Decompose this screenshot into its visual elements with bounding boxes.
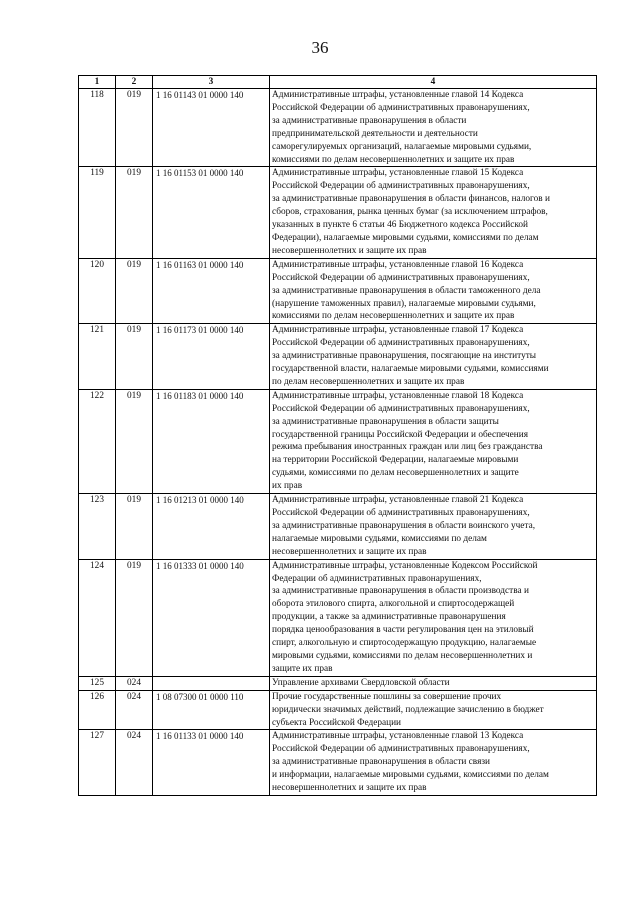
description-line: оборота этилового спирта, алкогольной и спиртосодержащей [272, 599, 515, 610]
description-line: Российской Федерации об административных правонарушениях, [272, 338, 530, 349]
description-line: Административные штрафы, установленные главой 17 Кодекса [272, 325, 524, 336]
admin-code-cell: 019 [116, 389, 153, 493]
description-line: юридически значимых действий, подлежащие зачислению в бюджет [272, 704, 544, 715]
description-line: государственной власти, налагаемые мировыми судьями, комиссиями [272, 364, 549, 375]
admin-code-cell: 024 [116, 690, 153, 730]
revenue-code-cell: 1 16 01143 01 0000 140 [153, 89, 270, 167]
row-number-cell: 125 [79, 676, 116, 690]
description-line: Административные штрафы, установленные главой 16 Кодекса [272, 259, 524, 270]
table-row [79, 258, 597, 324]
table-row [79, 559, 597, 676]
description-cell [270, 494, 597, 560]
revenue-codes-table [78, 75, 597, 796]
description-line: мировыми судьями, комиссиями по делам несовершеннолетних и [272, 650, 533, 661]
row-number-cell: 121 [79, 324, 116, 390]
revenue-code-cell: 1 16 01133 01 0000 140 [153, 730, 270, 796]
description-line: предпринимательской деятельности и деятельности [272, 128, 478, 139]
table-body [79, 89, 597, 796]
description-line: за административные правонарушения в области защиты [272, 416, 499, 427]
description-cell [270, 730, 597, 796]
description-line: за административные правонарушения в области связи [272, 757, 490, 768]
row-number-cell: 127 [79, 730, 116, 796]
revenue-code-cell: 1 08 07300 01 0000 110 [153, 690, 270, 730]
description-line: Российской Федерации об административных правонарушениях, [272, 508, 530, 518]
description-cell [270, 258, 597, 324]
revenue-code-cell [153, 676, 270, 690]
description-line: порядка ценообразования в части регулирования цен на этиловый [272, 625, 534, 636]
description-cell [270, 389, 597, 493]
description-line: саморегулируемых организаций, налагаемые мировыми судьями, [272, 141, 532, 152]
description-line: за административные правонарушения в области производства и [272, 586, 529, 597]
description-line: Российской Федерации об административных правонарушениях, [272, 744, 530, 755]
row-number-cell: 120 [79, 258, 116, 324]
description-line: субъекта Российской Федерации [272, 717, 402, 728]
description-cell [270, 676, 597, 690]
table-row [79, 89, 597, 167]
revenue-code-cell: 1 16 01333 01 0000 140 [153, 559, 270, 676]
table-row [79, 690, 597, 730]
description-line: их прав [272, 481, 303, 492]
description-line: Административные штрафы, установленные главой 21 Кодекса [272, 495, 524, 506]
revenue-code-cell: 1 16 01163 01 0000 140 [153, 258, 270, 324]
row-number-cell: 123 [79, 494, 116, 560]
column-header-2: 2 [116, 76, 153, 89]
page-number: 36 [311, 38, 329, 57]
description-line: Управление архивами Свердловской области [272, 677, 450, 688]
table-row [79, 167, 597, 258]
admin-code-cell: 024 [116, 730, 153, 796]
revenue-code-cell: 1 16 01173 01 0000 140 [153, 324, 270, 390]
table-row [79, 676, 597, 690]
description-line: указанных в пункте 6 статьи 46 Бюджетного кодекса Российской [272, 220, 529, 231]
description-line: Федерации), налагаемые мировыми судьями, комиссиями по делам [272, 232, 539, 243]
description-line: Административные штрафы, установленные главой 15 Кодекса [272, 168, 524, 179]
description-line: налагаемые мировыми судьями, комиссиями по делам [272, 533, 487, 544]
description-line: судьями, комиссиями по делам несовершеннолетних и защите [272, 468, 519, 479]
description-line: несовершеннолетних и защите их прав [272, 245, 427, 256]
revenue-code-cell: 1 16 01213 01 0000 140 [153, 494, 270, 560]
description-line: несовершеннолетних и защите их прав [272, 546, 427, 557]
column-header-3: 3 [153, 76, 270, 89]
admin-code-cell: 019 [116, 89, 153, 167]
description-line: комиссиями по делам несовершеннолетних и защите их прав [272, 311, 515, 322]
admin-code-cell: 019 [116, 258, 153, 324]
table-row [79, 494, 597, 560]
admin-code-cell: 019 [116, 324, 153, 390]
description-line: за административные правонарушения, посягающие на институты [272, 351, 537, 362]
admin-code-cell: 019 [116, 167, 153, 258]
revenue-code-cell: 1 16 01183 01 0000 140 [153, 389, 270, 493]
row-number-cell: 124 [79, 559, 116, 676]
row-number-cell: 126 [79, 690, 116, 730]
admin-code-cell: 024 [116, 676, 153, 690]
description-line: Административные штрафы, установленные главой 18 Кодекса [272, 390, 524, 401]
admin-code-cell: 019 [116, 559, 153, 676]
description-line: Административные штрафы, установленные главой 14 Кодекса [272, 90, 524, 100]
description-cell [270, 167, 597, 258]
description-line: за административные правонарушения в области таможенного дела [272, 285, 541, 296]
description-line: Прочие государственные пошлины за совершение прочих [272, 691, 502, 702]
description-line: Административные штрафы, установленные Кодексом Российской [272, 560, 538, 571]
description-line: государственной границы Российской Федерации и обеспечения [272, 429, 528, 440]
description-line: Российской Федерации об административных правонарушениях, [272, 102, 530, 113]
table-header-row [79, 76, 597, 89]
column-header-4: 4 [270, 76, 597, 89]
description-line: защите их прав [272, 663, 333, 674]
description-line: и информации, налагаемые мировыми судьями, комиссиями по делам [272, 770, 549, 781]
description-line: несовершеннолетних и защите их прав [272, 783, 427, 794]
description-line: за административные правонарушения в области финансов, налогов и [272, 194, 550, 205]
description-line: спирт, алкогольную и спиртосодержащую продукцию, налагаемые [272, 638, 537, 649]
table-row [79, 389, 597, 493]
revenue-code-cell: 1 16 01153 01 0000 140 [153, 167, 270, 258]
admin-code-cell: 019 [116, 494, 153, 560]
description-cell [270, 690, 597, 730]
description-line: продукции, а также за административные правонарушения [272, 612, 506, 623]
description-line: сборов, страхования, рынка ценных бумаг (за исключением штрафов, [272, 207, 548, 218]
description-cell [270, 559, 597, 676]
description-line: по делам несовершеннолетних и защите их прав [272, 376, 465, 387]
column-header-1: 1 [79, 76, 116, 89]
row-number-cell: 119 [79, 167, 116, 258]
row-number-cell: 122 [79, 389, 116, 493]
description-line: Федерации об административных правонарушениях, [272, 573, 482, 584]
description-cell [270, 89, 597, 167]
table-row [79, 324, 597, 390]
description-line: режима пребывания иностранных граждан или лиц без гражданства [272, 442, 543, 453]
description-line: комиссиями по делам несовершеннолетних и защите их прав [272, 154, 515, 165]
description-cell [270, 324, 597, 390]
description-line: (нарушение таможенных правил), налагаемые мировыми судьями, [272, 298, 536, 309]
row-number-cell: 118 [79, 89, 116, 167]
table-row [79, 730, 597, 796]
description-line: за административные правонарушения в области воинского учета, [272, 520, 536, 531]
description-line: Административные штрафы, установленные главой 13 Кодекса [272, 731, 524, 742]
description-line: Российской Федерации об административных правонарушениях, [272, 403, 530, 414]
description-line: Российской Федерации об административных правонарушениях, [272, 181, 530, 192]
description-line: Российской Федерации об административных правонарушениях, [272, 272, 530, 283]
description-line: за административные правонарушения в области [272, 115, 467, 126]
description-line: на территории Российской Федерации, налагаемые мировыми [272, 455, 519, 466]
